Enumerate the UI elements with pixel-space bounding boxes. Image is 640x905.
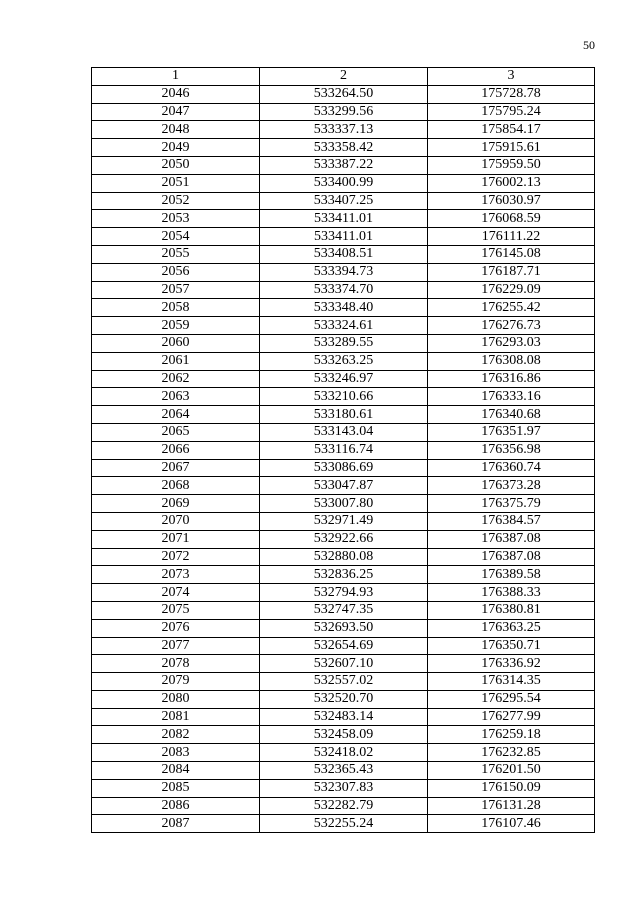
table-cell: 176387.08 [428, 548, 595, 566]
table-cell: 532880.08 [260, 548, 428, 566]
table-row [92, 245, 595, 263]
table-cell: 532836.25 [260, 566, 428, 584]
table-cell: 2057 [92, 281, 260, 299]
table-cell: 2065 [92, 423, 260, 441]
table-cell: 176259.18 [428, 726, 595, 744]
table-cell: 176002.13 [428, 174, 595, 192]
table-cell: 533289.55 [260, 334, 428, 352]
table-row [92, 797, 595, 815]
table-cell: 532747.35 [260, 601, 428, 619]
table-cell: 176314.35 [428, 673, 595, 691]
table-cell: 176276.73 [428, 317, 595, 335]
table-cell: 176356.98 [428, 441, 595, 459]
table-row [92, 566, 595, 584]
table-cell: 176384.57 [428, 512, 595, 530]
table-cell: 532458.09 [260, 726, 428, 744]
table-cell: 175915.61 [428, 139, 595, 157]
table-cell: 533374.70 [260, 281, 428, 299]
table-cell: 2074 [92, 584, 260, 602]
table-cell: 2048 [92, 121, 260, 139]
table-row [92, 548, 595, 566]
table-row [92, 334, 595, 352]
table-cell: 532971.49 [260, 512, 428, 530]
table-cell: 533411.01 [260, 228, 428, 246]
table-row [92, 441, 595, 459]
table-cell: 176388.33 [428, 584, 595, 602]
table-cell: 176111.22 [428, 228, 595, 246]
table-cell: 532693.50 [260, 619, 428, 637]
table-cell: 2085 [92, 779, 260, 797]
table-cell: 2078 [92, 655, 260, 673]
table-row [92, 210, 595, 228]
table-row [92, 655, 595, 673]
table-cell: 176316.86 [428, 370, 595, 388]
table-cell: 2054 [92, 228, 260, 246]
table-cell: 532483.14 [260, 708, 428, 726]
table-row [92, 406, 595, 424]
table-body [92, 85, 595, 832]
table-row [92, 495, 595, 513]
table-cell: 176350.71 [428, 637, 595, 655]
table-row [92, 299, 595, 317]
table-cell: 533143.04 [260, 423, 428, 441]
table-cell: 532255.24 [260, 815, 428, 833]
table-cell: 176336.92 [428, 655, 595, 673]
table-cell: 176145.08 [428, 245, 595, 263]
table-cell: 532654.69 [260, 637, 428, 655]
table-row [92, 423, 595, 441]
table-row [92, 459, 595, 477]
table-cell: 533408.51 [260, 245, 428, 263]
table-cell: 2047 [92, 103, 260, 121]
table-row [92, 619, 595, 637]
table-cell: 176229.09 [428, 281, 595, 299]
table-row [92, 121, 595, 139]
table-row [92, 139, 595, 157]
table-row [92, 673, 595, 691]
table-row [92, 779, 595, 797]
column-header: 2 [260, 68, 428, 86]
table-cell: 2072 [92, 548, 260, 566]
table-cell: 176232.85 [428, 744, 595, 762]
table-cell: 176150.09 [428, 779, 595, 797]
table-row [92, 815, 595, 833]
table-cell: 532520.70 [260, 690, 428, 708]
table-cell: 175959.50 [428, 156, 595, 174]
table-cell: 176387.08 [428, 530, 595, 548]
table-cell: 2071 [92, 530, 260, 548]
table-cell: 532418.02 [260, 744, 428, 762]
table-row [92, 601, 595, 619]
table-row [92, 281, 595, 299]
table-cell: 176068.59 [428, 210, 595, 228]
table-row [92, 726, 595, 744]
page-number: 50 [583, 38, 595, 52]
table-cell: 2053 [92, 210, 260, 228]
table-row [92, 370, 595, 388]
table-cell: 532307.83 [260, 779, 428, 797]
table-row [92, 192, 595, 210]
table-cell: 2087 [92, 815, 260, 833]
table-cell: 533246.97 [260, 370, 428, 388]
coordinates-table [91, 67, 595, 833]
table-row [92, 512, 595, 530]
table-cell: 2058 [92, 299, 260, 317]
table-cell: 2052 [92, 192, 260, 210]
table-cell: 176351.97 [428, 423, 595, 441]
table-cell: 176030.97 [428, 192, 595, 210]
table-cell: 532365.43 [260, 762, 428, 780]
table-row [92, 156, 595, 174]
table-row [92, 530, 595, 548]
table-cell: 175854.17 [428, 121, 595, 139]
table-row [92, 690, 595, 708]
table-cell: 2086 [92, 797, 260, 815]
table-cell: 176373.28 [428, 477, 595, 495]
table-cell: 2076 [92, 619, 260, 637]
table-cell: 533407.25 [260, 192, 428, 210]
table-cell: 2068 [92, 477, 260, 495]
table-row [92, 584, 595, 602]
table-cell: 2051 [92, 174, 260, 192]
table-row [92, 637, 595, 655]
table-cell: 2069 [92, 495, 260, 513]
table-cell: 533400.99 [260, 174, 428, 192]
table-cell: 176333.16 [428, 388, 595, 406]
table-row [92, 352, 595, 370]
table-row [92, 762, 595, 780]
table-cell: 533324.61 [260, 317, 428, 335]
table-cell: 2066 [92, 441, 260, 459]
table-cell: 532794.93 [260, 584, 428, 602]
table-cell: 532557.02 [260, 673, 428, 691]
table-cell: 175728.78 [428, 85, 595, 103]
table-cell: 533299.56 [260, 103, 428, 121]
table-cell: 176131.28 [428, 797, 595, 815]
table-cell: 533348.40 [260, 299, 428, 317]
table-cell: 2060 [92, 334, 260, 352]
table-cell: 176187.71 [428, 263, 595, 281]
table-header-row [92, 68, 595, 86]
table-cell: 2077 [92, 637, 260, 655]
table-cell: 2084 [92, 762, 260, 780]
column-header: 1 [92, 68, 260, 86]
table-row [92, 317, 595, 335]
table-cell: 533337.13 [260, 121, 428, 139]
table-cell: 2080 [92, 690, 260, 708]
table-cell: 2075 [92, 601, 260, 619]
table-cell: 176389.58 [428, 566, 595, 584]
table-cell: 176277.99 [428, 708, 595, 726]
table-cell: 176340.68 [428, 406, 595, 424]
table-cell: 533210.66 [260, 388, 428, 406]
table-row [92, 708, 595, 726]
table-cell: 176363.25 [428, 619, 595, 637]
table-cell: 2079 [92, 673, 260, 691]
table-row [92, 103, 595, 121]
table-cell: 2064 [92, 406, 260, 424]
table-cell: 176295.54 [428, 690, 595, 708]
table-cell: 533086.69 [260, 459, 428, 477]
table-cell: 176255.42 [428, 299, 595, 317]
table-cell: 533264.50 [260, 85, 428, 103]
table-cell: 175795.24 [428, 103, 595, 121]
table-row [92, 388, 595, 406]
table-cell: 533047.87 [260, 477, 428, 495]
table-cell: 2063 [92, 388, 260, 406]
table-row [92, 85, 595, 103]
table-cell: 2082 [92, 726, 260, 744]
table-cell: 176375.79 [428, 495, 595, 513]
table-row [92, 263, 595, 281]
table-cell: 2070 [92, 512, 260, 530]
table-cell: 533411.01 [260, 210, 428, 228]
table-cell: 2049 [92, 139, 260, 157]
table-cell: 533387.22 [260, 156, 428, 174]
table-cell: 2050 [92, 156, 260, 174]
table-cell: 2083 [92, 744, 260, 762]
table-cell: 533263.25 [260, 352, 428, 370]
table-row [92, 228, 595, 246]
table-cell: 176380.81 [428, 601, 595, 619]
table-cell: 532607.10 [260, 655, 428, 673]
table-cell: 176360.74 [428, 459, 595, 477]
table-cell: 2055 [92, 245, 260, 263]
table-cell: 176308.08 [428, 352, 595, 370]
column-header: 3 [428, 68, 595, 86]
table-cell: 2061 [92, 352, 260, 370]
table-cell: 2081 [92, 708, 260, 726]
table-cell: 2056 [92, 263, 260, 281]
table-cell: 532922.66 [260, 530, 428, 548]
table-cell: 2073 [92, 566, 260, 584]
table-cell: 533007.80 [260, 495, 428, 513]
table-row [92, 477, 595, 495]
table-cell: 533180.61 [260, 406, 428, 424]
table-row [92, 744, 595, 762]
table-cell: 2067 [92, 459, 260, 477]
table-cell: 176107.46 [428, 815, 595, 833]
table-cell: 533116.74 [260, 441, 428, 459]
table-cell: 533394.73 [260, 263, 428, 281]
table-cell: 176293.03 [428, 334, 595, 352]
table-cell: 2046 [92, 85, 260, 103]
table-cell: 176201.50 [428, 762, 595, 780]
table-cell: 2059 [92, 317, 260, 335]
table-cell: 533358.42 [260, 139, 428, 157]
table-cell: 532282.79 [260, 797, 428, 815]
table-row [92, 174, 595, 192]
table-cell: 2062 [92, 370, 260, 388]
